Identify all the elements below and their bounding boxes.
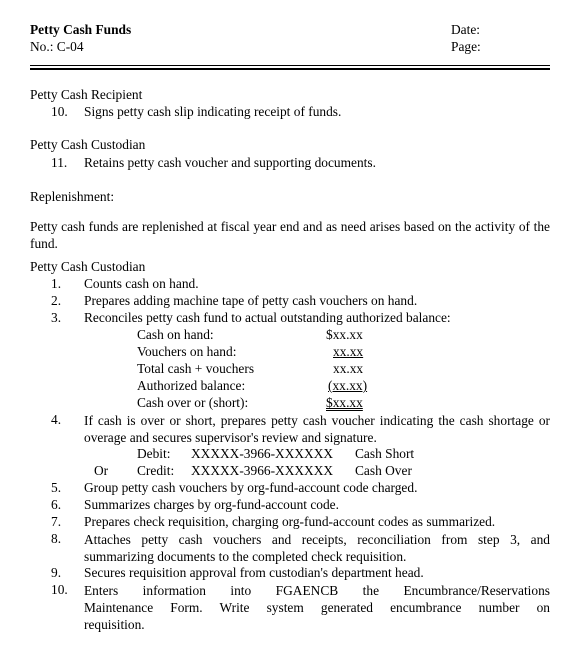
custodian-heading: Petty Cash Custodian (30, 259, 146, 274)
custodian-heading: Petty Cash Custodian (30, 137, 146, 152)
list-item-number: 10. (51, 104, 68, 119)
credit-label: Credit: (137, 463, 175, 478)
reconciliation-label: Vouchers on hand: (137, 344, 237, 359)
reconciliation-value: (xx.xx) (328, 378, 368, 393)
list-item-number: 7. (51, 514, 62, 529)
list-item-number: 8. (51, 531, 62, 546)
reconciliation-label: Total cash + vouchers (137, 361, 255, 376)
list-item-number: 6. (51, 497, 62, 512)
credit-code: XXXXX-3966-XXXXXX (191, 463, 334, 478)
reconciliation-label: Cash on hand: (137, 327, 214, 342)
list-item-number: 10. (51, 582, 68, 597)
document-number: No.: C-04 (30, 39, 84, 54)
list-item-number: 2. (51, 293, 62, 308)
list-item-text: Attaches petty cash vouchers and receipts, reconciliation from step 3, and summarizing documents to the completed check requisition. (84, 532, 550, 564)
or-label: Or (94, 463, 109, 478)
reconciliation-value: $xx.xx (326, 395, 363, 410)
reconciliation-label: Cash over or (short): (137, 395, 249, 410)
list-item-text: Secures requisition approval from custodian's department head. (84, 565, 424, 580)
replenishment-paragraph: Petty cash funds are replenished at fiscal year end and as need arises based on the activity of the fund. (30, 219, 550, 251)
list-item-text: Enters information into FGAENCB the Encumbrance/Reservations Maintenance Form. Write system generated encumbrance number on requisition. (84, 583, 550, 632)
list-item-number: 1. (51, 276, 62, 291)
list-item-text: Summarizes charges by org-fund-account code. (84, 497, 339, 512)
list-item-text: Prepares adding machine tape of petty cash vouchers on hand. (84, 293, 418, 308)
list-item-text: Retains petty cash voucher and supporting documents. (84, 155, 376, 170)
reconciliation-value: xx.xx (333, 361, 364, 376)
recipient-heading: Petty Cash Recipient (30, 87, 143, 102)
list-item-text: Signs petty cash slip indicating receipt of funds. (84, 104, 342, 119)
reconciliation-value: xx.xx (333, 344, 364, 359)
header-divider-thick (30, 68, 550, 70)
list-item-text: Counts cash on hand. (84, 276, 199, 291)
reconciliation-label: Authorized balance: (137, 378, 246, 393)
debit-code: XXXXX-3966-XXXXXX (191, 446, 334, 461)
credit-description: Cash Over (355, 463, 412, 478)
list-item-text: Reconciles petty cash fund to actual outstanding authorized balance: (84, 310, 451, 325)
list-item-text: Group petty cash vouchers by org-fund-account code charged. (84, 480, 418, 495)
date-label: Date: (451, 22, 480, 37)
list-item-number: 4. (51, 412, 62, 427)
document-title: Petty Cash Funds (30, 22, 132, 37)
replenishment-heading: Replenishment: (30, 189, 115, 204)
debit-description: Cash Short (355, 446, 415, 461)
debit-label: Debit: (137, 446, 171, 461)
page-label: Page: (451, 39, 481, 54)
list-item-number: 5. (51, 480, 62, 495)
list-item-text: If cash is over or short, prepares petty cash voucher indicating the cash shortage or overage and secures supervisor's review and signature. (84, 413, 550, 445)
reconciliation-value: $xx.xx (326, 327, 363, 342)
list-item-text: Prepares check requisition, charging org-fund-account codes as summarized. (84, 514, 496, 529)
list-item-number: 11. (51, 155, 68, 170)
list-item-number: 9. (51, 565, 62, 580)
header-divider-thin (30, 65, 550, 66)
list-item-number: 3. (51, 310, 62, 325)
